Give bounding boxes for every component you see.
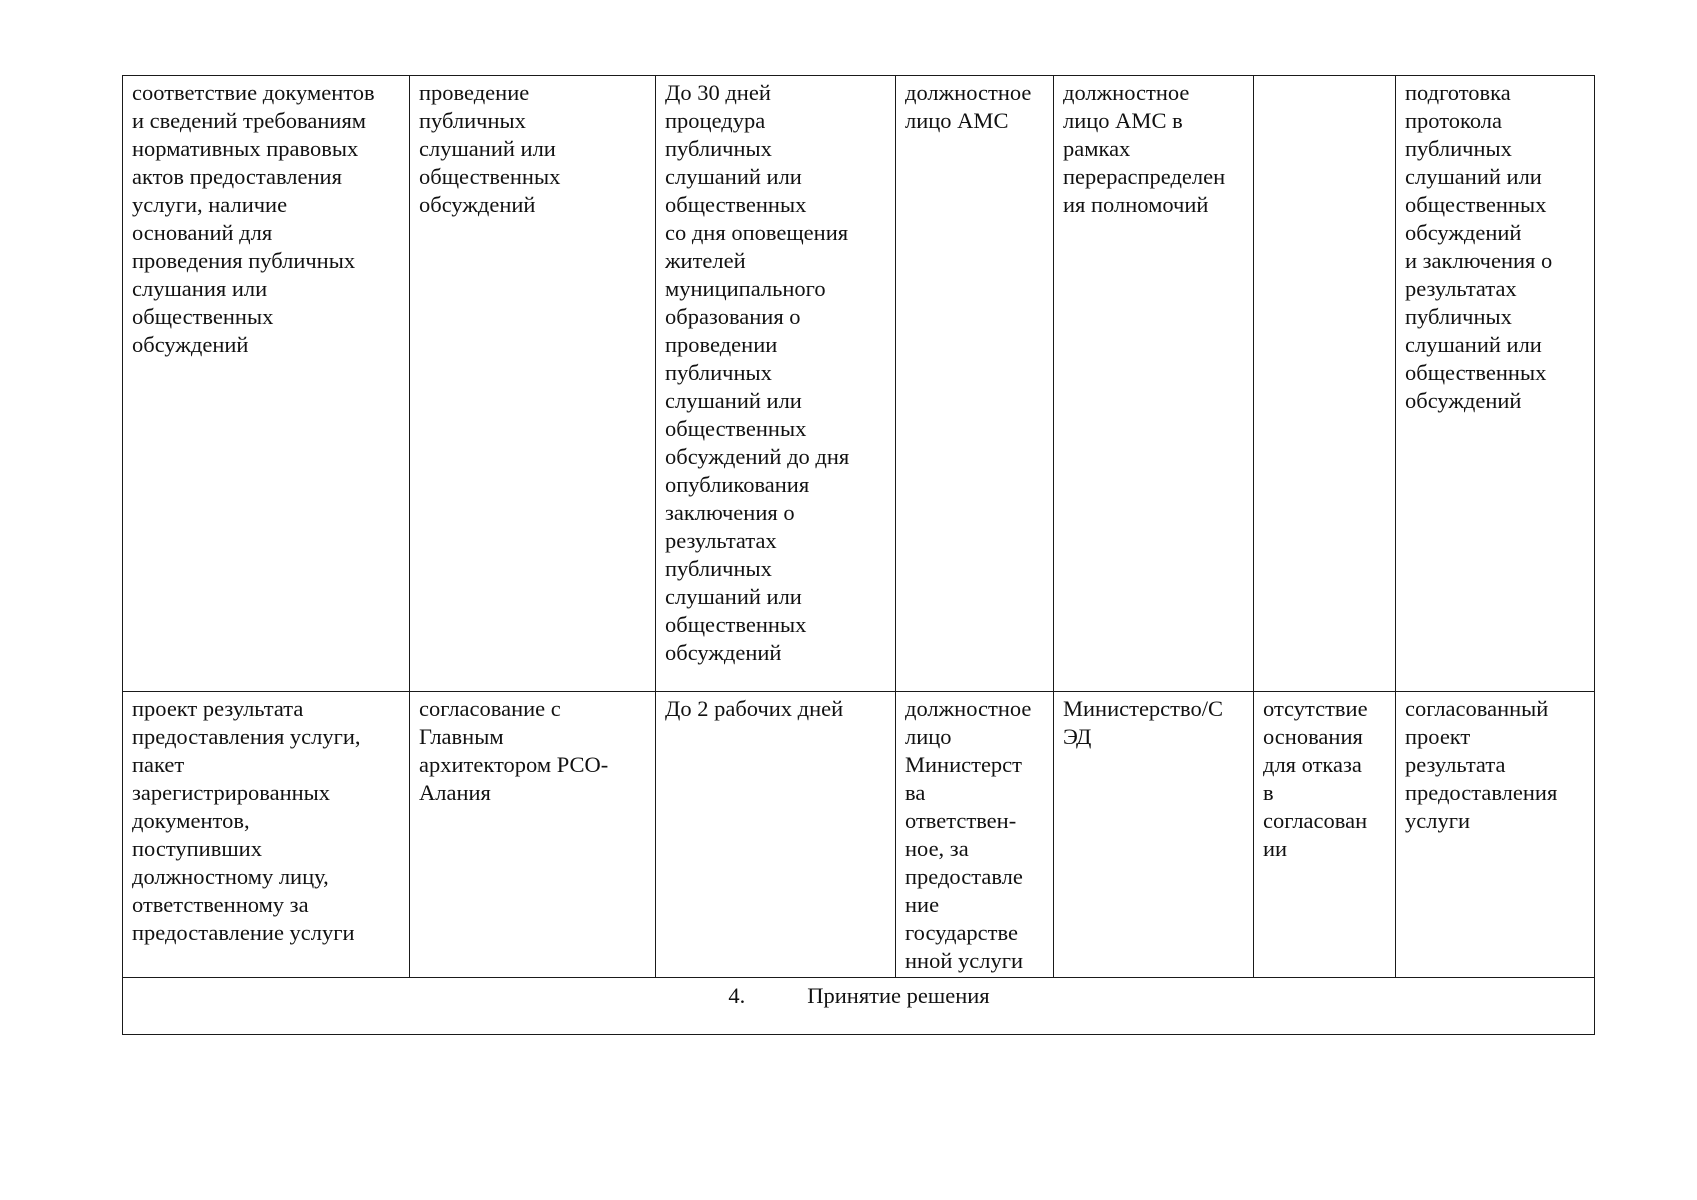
table-cell-place: должностное лицо АМС в рамках перераспределен ия полномочий	[1054, 76, 1254, 692]
table-cell-responsible: должностное лицо АМС	[896, 76, 1054, 692]
section-title: Принятие решения	[807, 983, 990, 1008]
table-cell-action: проведение публичных слушаний или общественных обсуждений	[410, 76, 656, 692]
table-row	[123, 76, 1595, 692]
table-cell-result: согласованный проект результата предоставления услуги	[1396, 692, 1595, 978]
table-cell-input-documents: проект результата предоставления услуги, пакет зарегистрированных документов, поступивших должностному лицу, ответственному за предоставление услуги	[123, 692, 410, 978]
table-cell-result: подготовка протокола публичных слушаний или общественных обсуждений и заключения о результатах публичных слушаний или общественных обсуждений	[1396, 76, 1595, 692]
table-cell-duration: До 30 дней процедура публичных слушаний или общественных со дня оповещения жителей муниципального образования о проведении публичных слушаний или общественных обсуждений до дня опубликования заключения о результатах публичных слушаний или общественных обсуждений	[656, 76, 896, 692]
table-cell-criteria: отсутствие основания для отказа в согласован ии	[1254, 692, 1396, 978]
table-cell-responsible: должностное лицо Министерст ва ответствен- ное, за предоставле ние государстве нной услуги	[896, 692, 1054, 978]
table-cell-duration: До 2 рабочих дней	[656, 692, 896, 978]
section-number: 4.	[728, 983, 746, 1008]
section-header-cell	[123, 978, 1595, 1035]
procedure-table	[122, 75, 1595, 1035]
section-header-row	[123, 978, 1595, 1035]
table-cell-input-documents: соответствие документов и сведений требованиям нормативных правовых актов предоставления услуги, наличие оснований для проведения публичных слушания или общественных обсуждений	[123, 76, 410, 692]
table-row	[123, 692, 1595, 978]
table-cell-place: Министерство/С ЭД	[1054, 692, 1254, 978]
table-cell-action: согласование с Главным архитектором РСО- Алания	[410, 692, 656, 978]
table-cell-criteria	[1254, 76, 1396, 692]
